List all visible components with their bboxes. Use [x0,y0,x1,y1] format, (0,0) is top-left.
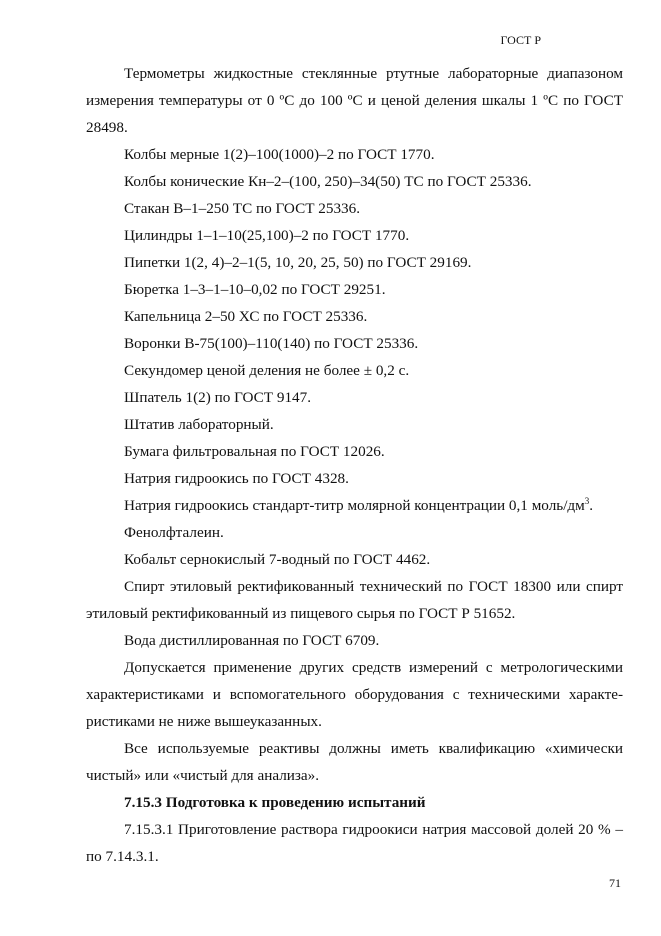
paragraph-stopwatch: Секундомер ценой деления не более ± 0,2 с. [124,362,410,379]
paragraph-cobalt-sulfate: Кобальт сернокислый 7-водный по ГОСТ 4462. [124,551,431,568]
paragraph-sodium-hydroxide: Натрия гидроокись по ГОСТ 4328. [124,470,349,487]
paragraph-stand: Штатив лабораторный. [124,416,274,433]
paragraph-flasks-volumetric: Колбы мерные 1(2)–100(1000)–2 по ГОСТ 1770. [124,146,435,163]
paragraph-funnels: Воронки В-75(100)–110(140) по ГОСТ 25336. [124,335,419,352]
paragraph-phenolphthalein: Фенолфталеин. [124,524,224,541]
titr-superscript: 3 [584,495,590,506]
paragraph-cylinders: Цилиндры 1–1–10(25,100)–2 по ГОСТ 1770. [124,227,410,244]
paragraph-distilled-water: Вода дистиллированная по ГОСТ 6709. [124,632,380,649]
paragraph-ethanol: Спирт этиловый ректификованный технический по ГОСТ 18300 или спирт этиловый ректификованный из пищевого сырья по ГОСТ Р 51652. [86,578,623,622]
paragraph-dropper: Капельница 2–50 ХС по ГОСТ 25336. [124,308,368,325]
section-heading: 7.15.3 Подготовка к проведению испытаний [124,794,426,811]
paragraph-burette: Бюретка 1–3–1–10–0,02 по ГОСТ 29251. [124,281,386,298]
paragraph-solution-preparation: 7.15.3.1 Приготовление раствора гидроокиси натрия массовой долей 20 % – по 7.14.3.1. [86,821,623,865]
paragraph-permitted-alternatives: Допускается применение других средств измерений с метрологическими характеристиками и вспомогательного оборудования с техническими характе-ристиками не ниже вышеуказанных. [86,659,623,730]
titr-end: . [589,497,594,514]
paragraph-thermometers: Термометры жидкостные стеклянные ртутные лабораторные диапазоном измерения температуры от 0 ºС до 100 ºС и ценой деления шкалы 1 ºС по ГОСТ 28498. [86,65,623,136]
paragraph-flasks-conical: Колбы конические Кн–2–(100, 250)–34(50) ТС по ГОСТ 25336. [124,173,532,190]
paragraph-spatula: Шпатель 1(2) по ГОСТ 9147. [124,389,312,406]
document-code: ГОСТ Р [500,33,541,47]
paragraph-filter-paper: Бумага фильтровальная по ГОСТ 12026. [124,443,385,460]
paragraph-reagent-qualification: Все используемые реактивы должны иметь квалификацию «химически чистый» или «чистый для анализа». [86,740,623,784]
paragraph-pipettes: Пипетки 1(2, 4)–2–1(5, 10, 20, 25, 50) по ГОСТ 29169. [124,254,472,271]
document-body [86,60,623,870]
paragraph-beaker: Стакан В–1–250 ТС по ГОСТ 25336. [124,200,361,217]
titr-text: Натрия гидроокись стандарт-титр молярной концентрации 0,1 моль/дм [124,497,585,514]
page-number: 71 [609,876,621,890]
paragraph-sodium-hydroxide-titr [86,492,623,519]
